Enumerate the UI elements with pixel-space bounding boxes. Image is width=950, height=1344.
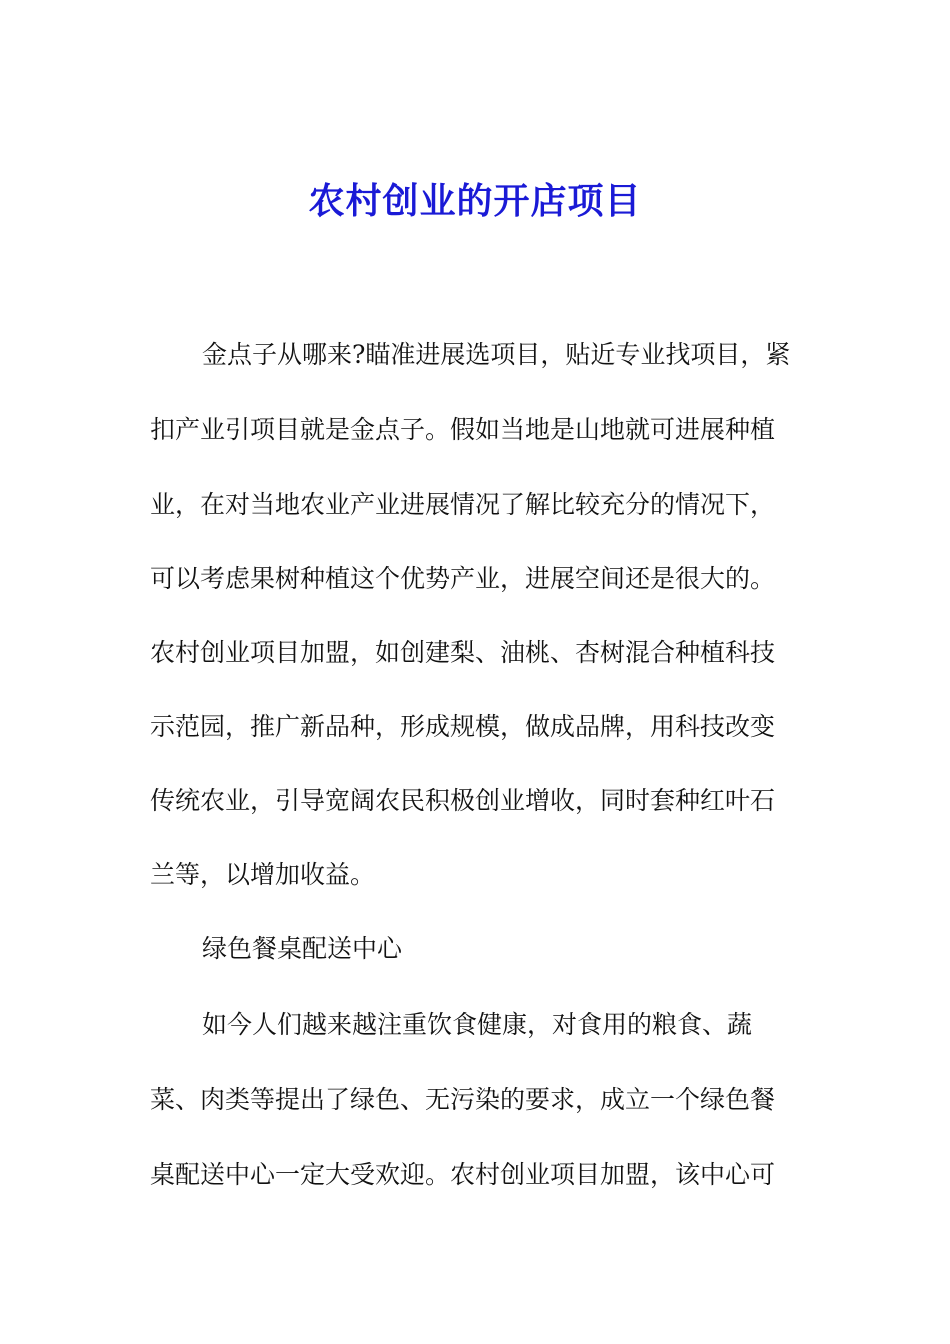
paragraph-line: 可以考虑果树种植这个优势产业，进展空间还是很大的。 (150, 564, 776, 593)
paragraph-line: 兰等，以增加收益。 (150, 860, 376, 889)
paragraph-line: 菜、肉类等提出了绿色、无污染的要求，成立一个绿色餐 (150, 1085, 776, 1114)
paragraph-line: 扣产业引项目就是金点子。假如当地是山地就可进展种植 (150, 415, 776, 444)
document-title: 农村创业的开店项目 (308, 181, 642, 222)
paragraph-line: 如今人们越来越注重饮食健康，对食用的粮食、蔬 (202, 1010, 753, 1039)
paragraph-line: 农村创业项目加盟，如创建梨、油桃、杏树混合种植科技 (150, 638, 776, 667)
paragraph-line: 示范园，推广新品种，形成规模，做成品牌，用科技改变 (150, 712, 776, 741)
paragraph-line: 传统农业，引导宽阔农民积极创业增收，同时套种红叶石 (150, 786, 776, 815)
paragraph-line: 桌配送中心一定大受欢迎。农村创业项目加盟，该中心可 (150, 1160, 776, 1189)
paragraph-line: 业，在对当地农业产业进展情况了解比较充分的情况下， (150, 490, 776, 519)
paragraph-line: 金点子从哪来?瞄准进展选项目，贴近专业找项目，紧 (202, 340, 791, 369)
section-heading: 绿色餐桌配送中心 (202, 934, 403, 963)
